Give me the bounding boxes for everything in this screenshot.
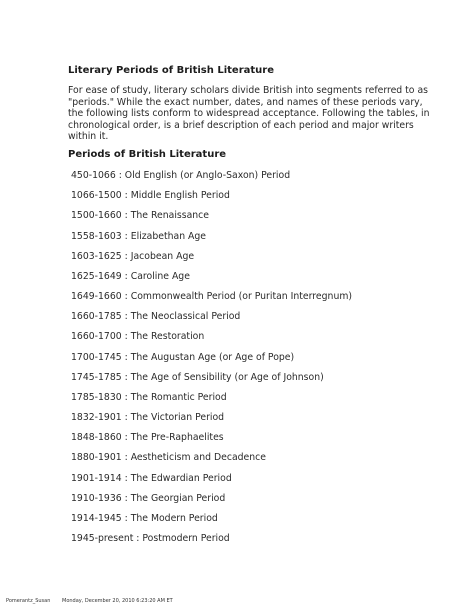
document-title: Literary Periods of British Literature	[68, 65, 275, 76]
period-item: 1700-1745 : The Augustan Age (or Age of Pope)	[71, 352, 295, 363]
period-item: 450-1066 : Old English (or Anglo-Saxon) Period	[71, 170, 291, 181]
period-item: 1914-1945 : The Modern Period	[71, 513, 218, 524]
period-item: 1066-1500 : Middle English Period	[71, 190, 230, 201]
period-item: 1625-1649 : Caroline Age	[71, 271, 190, 282]
period-item: 1848-1860 : The Pre-Raphaelites	[71, 432, 224, 443]
period-item: 1901-1914 : The Edwardian Period	[71, 473, 232, 484]
period-item: 1945-present : Postmodern Period	[71, 533, 230, 544]
intro-paragraph: For ease of study, literary scholars divide British into segments referred to as "periods." While the exact number, dates, and names of these periods vary, the following lists conform to widespread acceptance. Following the tables, in chronological order, is a brief description of each period and major writers within it.	[68, 85, 430, 142]
footer-timestamp: Monday, December 20, 2010 6:23:20 AM ET	[62, 598, 173, 604]
period-item: 1500-1660 : The Renaissance	[71, 210, 210, 221]
footer-author: Pomerantz_Susan	[6, 598, 51, 604]
period-item: 1558-1603 : Elizabethan Age	[71, 231, 207, 242]
period-item: 1660-1785 : The Neoclassical Period	[71, 311, 241, 322]
period-item: 1649-1660 : Commonwealth Period (or Puritan Interregnum)	[71, 291, 353, 302]
section-heading: Periods of British Literature	[68, 149, 227, 160]
period-item: 1910-1936 : The Georgian Period	[71, 493, 226, 504]
page-footer	[6, 598, 183, 604]
period-item: 1660-1700 : The Restoration	[71, 331, 205, 342]
period-item: 1880-1901 : Aestheticism and Decadence	[71, 452, 266, 463]
period-item: 1603-1625 : Jacobean Age	[71, 251, 195, 262]
period-item: 1832-1901 : The Victorian Period	[71, 412, 225, 423]
period-item: 1745-1785 : The Age of Sensibility (or Age of Johnson)	[71, 372, 324, 383]
period-item: 1785-1830 : The Romantic Period	[71, 392, 227, 403]
